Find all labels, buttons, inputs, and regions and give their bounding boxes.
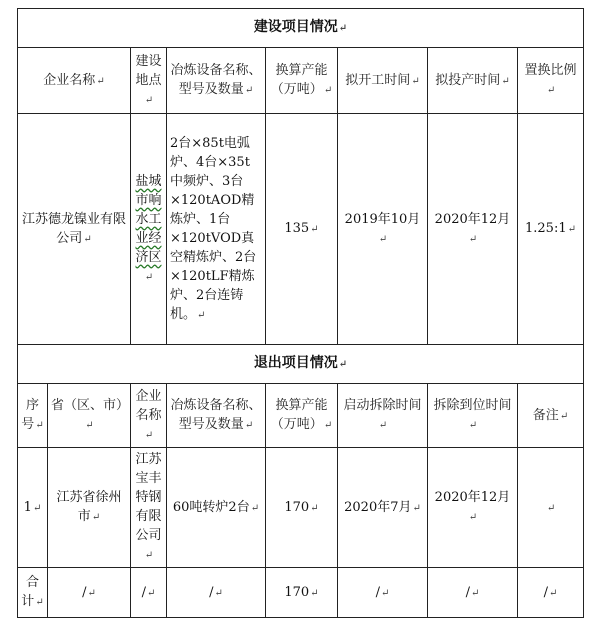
- header-equipment: 冶炼设备名称、型号及数量↵: [167, 48, 266, 114]
- exit-header-capacity: 换算产能（万吨）↵: [266, 384, 338, 448]
- construction-equipment: 2台×85t电弧炉、4台×35t中频炉、3台×120tAOD精炼炉、1台×120tVOD真空精炼炉、2台×120tLF精炼炉、2台连铸机。↵: [167, 114, 266, 345]
- exit-header-company: 企业名称↵: [131, 384, 167, 448]
- exit-header-done: 拆除到位时间↵: [428, 384, 518, 448]
- exit-row-no: 1↵: [18, 448, 48, 568]
- header-capacity: 换算产能（万吨）↵: [266, 48, 338, 114]
- capacity-replacement-table: [17, 8, 584, 618]
- exit-row-capacity: 170↵: [266, 448, 338, 568]
- exit-row-province: 江苏省徐州市↵: [48, 448, 131, 568]
- exit-row-equipment: 60吨转炉2台↵: [167, 448, 266, 568]
- construction-production: 2020年12月↵: [428, 114, 518, 345]
- construction-location: 盐城市响水工业经济区↵: [131, 114, 167, 345]
- construction-ratio: 1.25:1↵: [518, 114, 584, 345]
- exit-row-start: 2020年7月↵: [338, 448, 428, 568]
- construction-capacity: 135↵: [266, 114, 338, 345]
- header-location: 建设地点↵: [131, 48, 167, 114]
- total-done: /↵: [428, 568, 518, 618]
- exit-section-title: 退出项目情况↵: [18, 345, 584, 384]
- construction-section-title: 建设项目情况↵: [18, 9, 584, 48]
- total-note: /↵: [518, 568, 584, 618]
- total-capacity: 170↵: [266, 568, 338, 618]
- exit-header-equipment: 冶炼设备名称、型号及数量↵: [167, 384, 266, 448]
- exit-row-company: 江苏宝丰特钢有限公司↵: [131, 448, 167, 568]
- total-label: 合计↵: [18, 568, 48, 618]
- exit-header-province: 省（区、市）↵: [48, 384, 131, 448]
- header-company: 企业名称↵: [18, 48, 131, 114]
- total-start: /↵: [338, 568, 428, 618]
- header-production-time: 拟投产时间↵: [428, 48, 518, 114]
- exit-header-note: 备注↵: [518, 384, 584, 448]
- construction-start: 2019年10月↵: [338, 114, 428, 345]
- exit-header-start: 启动拆除时间↵: [338, 384, 428, 448]
- total-equipment: /↵: [167, 568, 266, 618]
- construction-company: 江苏德龙镍业有限公司↵: [18, 114, 131, 345]
- header-start-time: 拟开工时间↵: [338, 48, 428, 114]
- exit-row-note: ↵: [518, 448, 584, 568]
- exit-row-done: 2020年12月↵: [428, 448, 518, 568]
- total-company: /↵: [131, 568, 167, 618]
- header-ratio: 置换比例↵: [518, 48, 584, 114]
- exit-header-no: 序号↵: [18, 384, 48, 448]
- total-province: /↵: [48, 568, 131, 618]
